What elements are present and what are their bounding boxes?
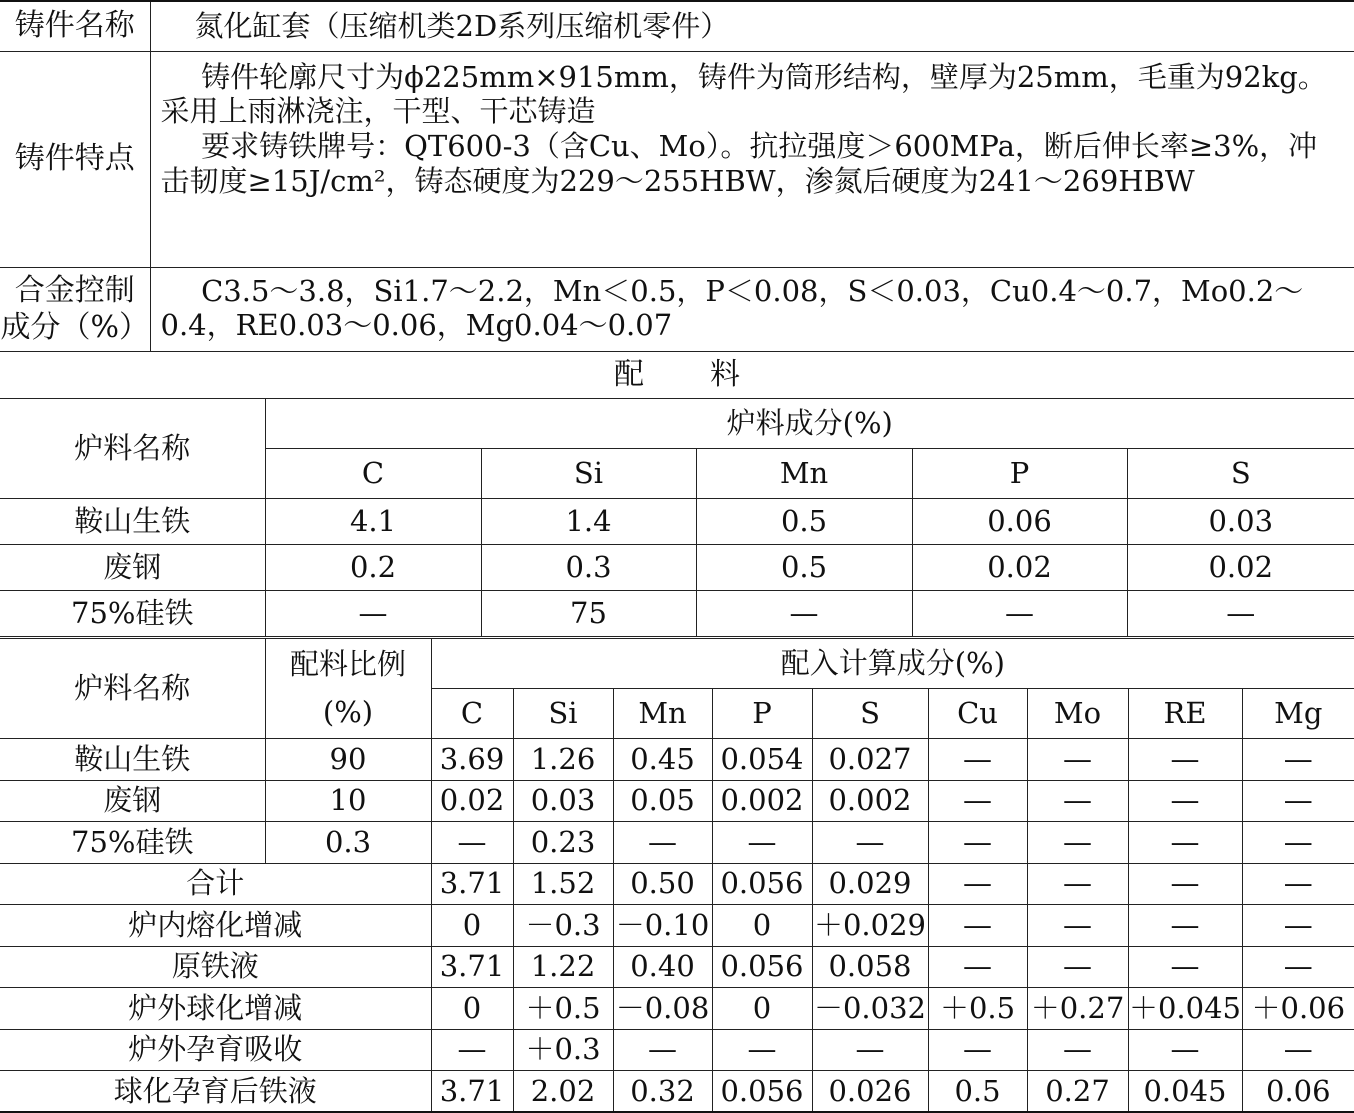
table-cell: — (1128, 780, 1242, 822)
calc-col-header: Si (513, 689, 613, 739)
row-name: 废钢 (0, 545, 265, 591)
table-cell: 0.05 (613, 780, 712, 822)
table-cell: 0.02 (912, 545, 1127, 591)
table-cell: — (1128, 946, 1242, 988)
casting-info-table (0, 0, 1354, 352)
calc-comp-header: 配入计算成分(%) (431, 639, 1354, 689)
calc-col-header: Cu (928, 689, 1027, 739)
table-cell: 0 (431, 905, 513, 947)
feature-paragraph-2: 要求铸铁牌号：QT600-3（含Cu、Mo）。抗拉强度＞600MPa，断后伸长率≥3%，冲击韧度≥15J/cm²，铸态硬度为229～255HBW，渗氮后硬度为241～269HBW (160, 129, 1318, 198)
ratio-header-line-2: (%) (322, 694, 374, 729)
table-cell: 0.45 (613, 739, 712, 781)
calc-summary-rows (0, 863, 1354, 1112)
table-cell: — (1128, 739, 1242, 781)
table-row (0, 905, 1354, 947)
table-cell: — (1242, 739, 1354, 781)
calc-col-header: S (812, 689, 928, 739)
table-cell: — (928, 822, 1027, 864)
table-row (0, 1029, 1354, 1071)
table-cell: 0.03 (513, 780, 613, 822)
table-row (0, 1071, 1354, 1113)
table-cell: — (712, 822, 812, 864)
table-cell: －0.10 (613, 905, 712, 947)
table-row (0, 739, 1354, 781)
table-cell: 0.02 (431, 780, 513, 822)
table-cell: — (928, 739, 1027, 781)
table-cell: 3.71 (431, 863, 513, 905)
table-cell: — (696, 591, 912, 637)
table-cell: 0.056 (712, 946, 812, 988)
charge-col-header: P (912, 449, 1127, 499)
table-cell: 4.1 (265, 499, 481, 545)
table-cell: ＋0.5 (928, 988, 1027, 1030)
table-cell: 0.054 (712, 739, 812, 781)
table-cell: 0.045 (1128, 1071, 1242, 1113)
row-name: 75%硅铁 (0, 591, 265, 637)
table-cell: ＋0.5 (513, 988, 613, 1030)
table-cell: 0 (712, 988, 812, 1030)
alloy-value-text: C3.5～3.8，Si1.7～2.2，Mn＜0.5，P＜0.08，S＜0.03，Cu0.4～0.7，Mo0.2～0.4，RE0.03～0.06，Mg0.04～0.07 (160, 273, 1304, 343)
table-cell: 0.029 (812, 863, 928, 905)
alloy-label-line-2: 成分（%） (0, 310, 149, 345)
row-name: 球化孕育后铁液 (0, 1071, 431, 1113)
alloy-control-label (0, 267, 150, 351)
table-cell: 0.026 (812, 1071, 928, 1113)
table-cell: 0.056 (712, 1071, 812, 1113)
table-cell: 0.027 (812, 739, 928, 781)
table-cell: ＋0.27 (1027, 988, 1128, 1030)
table-cell: — (1027, 946, 1128, 988)
table-cell: 0.056 (712, 863, 812, 905)
casting-feature-label: 铸件特点 (0, 51, 150, 267)
table-cell: 0.02 (1127, 545, 1354, 591)
calc-ratio-header (265, 639, 431, 739)
table-cell: — (1027, 780, 1128, 822)
table-cell: 0 (431, 988, 513, 1030)
table-cell: －0.08 (613, 988, 712, 1030)
table-cell: — (912, 591, 1127, 637)
section-title: 配料 (614, 357, 806, 392)
table-cell: 0.27 (1027, 1071, 1128, 1113)
table-cell: — (928, 1029, 1027, 1071)
calc-col-header: Mg (1242, 689, 1354, 739)
ratio-cell: 90 (265, 739, 431, 781)
table-cell: — (1242, 905, 1354, 947)
table-cell: — (712, 1029, 812, 1071)
table-row (0, 822, 1354, 864)
table-cell: — (1128, 863, 1242, 905)
charge-name-header: 炉料名称 (0, 399, 265, 499)
row-name: 炉外孕育吸收 (0, 1029, 431, 1071)
table-cell: 0.3 (481, 545, 696, 591)
table-cell: 0.50 (613, 863, 712, 905)
table-cell: 0.32 (613, 1071, 712, 1113)
charge-col-header: Mn (696, 449, 912, 499)
row-name: 鞍山生铁 (0, 739, 265, 781)
table-cell: 0.002 (712, 780, 812, 822)
table-cell: — (1128, 905, 1242, 947)
table-cell: — (812, 1029, 928, 1071)
table-cell: 0 (712, 905, 812, 947)
table-cell: 0.5 (696, 499, 912, 545)
table-cell: －0.3 (513, 905, 613, 947)
calc-name-header: 炉料名称 (0, 639, 265, 739)
table-cell: — (613, 822, 712, 864)
calc-col-header: C (431, 689, 513, 739)
table-cell: — (1242, 946, 1354, 988)
row-name: 废钢 (0, 780, 265, 822)
table-cell: 0.2 (265, 545, 481, 591)
calc-col-header: Mn (613, 689, 712, 739)
table-row (0, 946, 1354, 988)
row-name: 鞍山生铁 (0, 499, 265, 545)
table-cell: — (1027, 1029, 1128, 1071)
casting-feature-value (150, 51, 1354, 267)
table-cell: 0.06 (1242, 1071, 1354, 1113)
table-cell: — (1027, 863, 1128, 905)
row-name: 炉外球化增减 (0, 988, 431, 1030)
ratio-cell: 10 (265, 780, 431, 822)
ratio-cell: 0.3 (265, 822, 431, 864)
charge-col-header: C (265, 449, 481, 499)
table-cell: 1.4 (481, 499, 696, 545)
table-cell: ＋0.045 (1128, 988, 1242, 1030)
table-cell: — (928, 863, 1027, 905)
table-cell: 0.5 (696, 545, 912, 591)
table-cell: 3.69 (431, 739, 513, 781)
table-cell: 0.40 (613, 946, 712, 988)
row-name: 原铁液 (0, 946, 431, 988)
table-row (0, 591, 1354, 637)
table-row (0, 988, 1354, 1030)
table-cell: 1.26 (513, 739, 613, 781)
row-name: 炉内熔化增减 (0, 905, 431, 947)
table-cell: — (1242, 1029, 1354, 1071)
table-cell: — (431, 822, 513, 864)
calc-col-header: P (712, 689, 812, 739)
table-cell: 0.23 (513, 822, 613, 864)
calc-charge-rows (0, 739, 1354, 864)
table-row (0, 545, 1354, 591)
table-row (0, 499, 1354, 545)
table-row (0, 863, 1354, 905)
charge-composition-table (0, 398, 1354, 637)
calc-col-header: RE (1128, 689, 1242, 739)
table-row (0, 780, 1354, 822)
charge-comp-header: 炉料成分(%) (265, 399, 1354, 449)
alloy-label-line-1: 合金控制 (14, 272, 135, 308)
table-cell: －0.032 (812, 988, 928, 1030)
table-cell: — (1242, 822, 1354, 864)
table-cell: — (1242, 863, 1354, 905)
table-cell: 0.03 (1127, 499, 1354, 545)
table-cell: — (431, 1029, 513, 1071)
table-cell: ＋0.029 (812, 905, 928, 947)
table-cell: 0.06 (912, 499, 1127, 545)
table-cell: — (265, 591, 481, 637)
table-cell: — (1027, 739, 1128, 781)
table-cell: ＋0.06 (1242, 988, 1354, 1030)
table-cell: — (1128, 822, 1242, 864)
alloy-control-value (150, 267, 1354, 351)
table-cell: — (1128, 1029, 1242, 1071)
table-cell: 1.22 (513, 946, 613, 988)
casting-name-value: 氮化缸套（压缩机类2D系列压缩机零件） (150, 1, 1354, 51)
table-cell: — (928, 905, 1027, 947)
row-name: 75%硅铁 (0, 822, 265, 864)
table-cell: — (1027, 822, 1128, 864)
table-cell: 3.71 (431, 1071, 513, 1113)
table-cell: — (928, 780, 1027, 822)
feature-paragraph-1: 铸件轮廓尺寸为ϕ225mm×915mm，铸件为筒形结构，壁厚为25mm，毛重为92kg。采用上雨淋浇注，干型、干芯铸造 (160, 59, 1327, 129)
table-cell: — (812, 822, 928, 864)
charge-col-header: S (1127, 449, 1354, 499)
table-cell: — (613, 1029, 712, 1071)
table-cell: 2.02 (513, 1071, 613, 1113)
table-cell: 0.002 (812, 780, 928, 822)
calculated-composition-table (0, 638, 1354, 1113)
table-cell: — (1127, 591, 1354, 637)
table-cell: 1.52 (513, 863, 613, 905)
casting-name-label: 铸件名称 (0, 1, 150, 51)
table-cell: — (928, 946, 1027, 988)
table-cell: — (1027, 905, 1128, 947)
table-cell: 75 (481, 591, 696, 637)
table-cell: 3.71 (431, 946, 513, 988)
table-cell: — (1242, 780, 1354, 822)
table-cell: ＋0.3 (513, 1029, 613, 1071)
ratio-header-line-1: 配料比例 (289, 646, 406, 681)
calc-col-header: Mo (1027, 689, 1128, 739)
table-cell: 0.058 (812, 946, 928, 988)
charge-col-header: Si (481, 449, 696, 499)
row-name: 合计 (0, 863, 431, 905)
table-cell: 0.5 (928, 1071, 1027, 1113)
